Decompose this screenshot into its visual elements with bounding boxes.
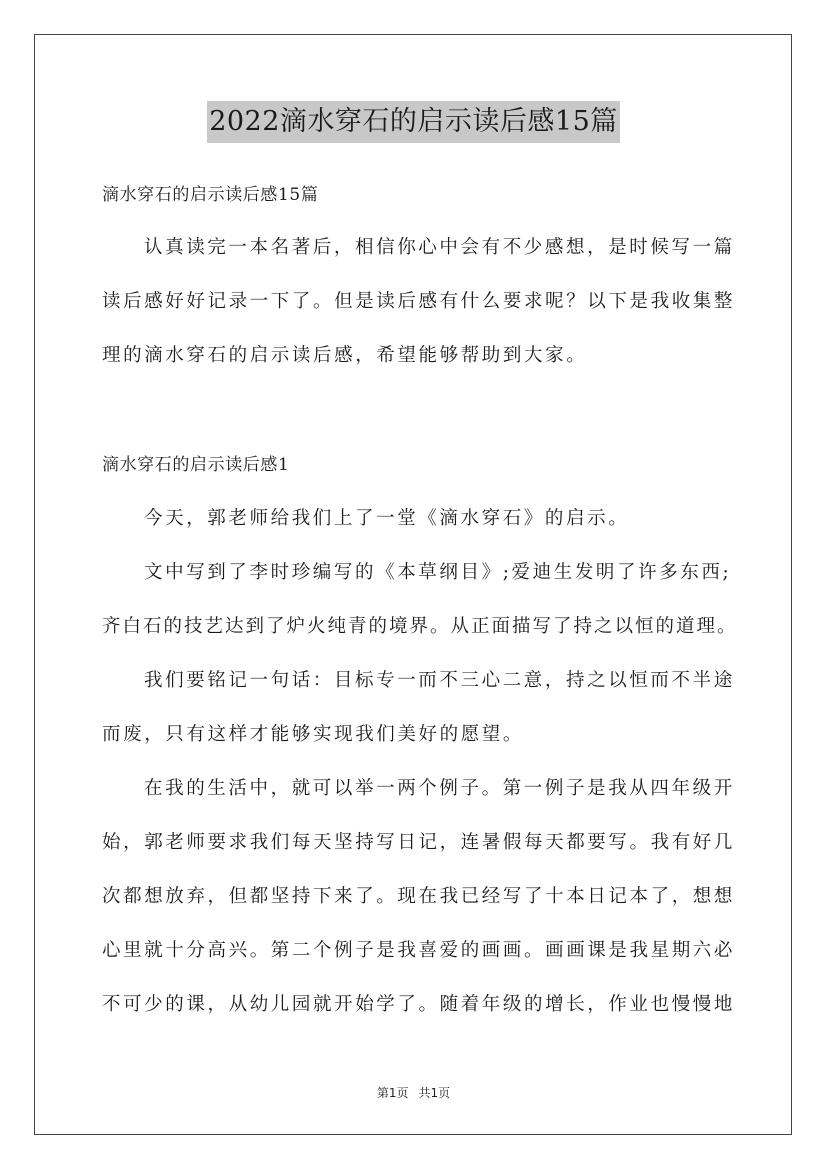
page-number: 第1页 [376,1086,409,1100]
document-subtitle: 滴水穿石的启示读后感15篇 [102,185,319,205]
intro-line-1: 认真读完一本名著后，相信你心中会有不少感想，是时候写一篇 [144,237,735,258]
body-line-5: 而废，只有这样才能够实现我们美好的愿望。 [102,724,525,745]
body-line-7: 始，郭老师要求我们每天坚持写日记，连暑假每天都要写。我有好几 [102,832,736,853]
intro-line-2: 读后感好好记录一下了。但是读后感有什么要求呢？以下是我收集整 [102,291,736,312]
body-line-9: 心里就十分高兴。第二个例子是我喜爱的画画。画画课是我星期六必 [102,940,736,961]
body-line-1: 今天，郭老师给我们上了一堂《滴水穿石》的启示。 [144,508,630,529]
body-line-3: 齐白石的技艺达到了炉火纯青的境界。从正面描写了持之以恒的道理。 [102,616,738,637]
page-total: 共1页 [418,1086,451,1100]
body-line-8: 次都想放弃，但都坚持下来了。现在我已经写了十本日记本了，想想 [102,886,736,907]
page-footer [0,1084,827,1102]
body-line-4: 我们要铭记一句话：目标专一而不三心二意，持之以恒而不半途 [144,670,735,691]
document-title [0,100,827,143]
section-heading: 滴水穿石的启示读后感1 [102,455,290,475]
body-line-2: 文中写到了李时珍编写的《本草纲目》;爱迪生发明了许多东西; [144,562,732,583]
body-line-6: 在我的生活中，就可以举一两个例子。第一例子是我从四年级开 [144,778,735,799]
intro-line-3: 理的滴水穿石的启示读后感，希望能够帮助到大家。 [102,345,588,366]
document-title-text: 2022滴水穿石的启示读后感15篇 [207,101,620,143]
body-line-10: 不可少的课，从幼儿园就开始学了。随着年级的增长，作业也慢慢地 [102,994,736,1015]
